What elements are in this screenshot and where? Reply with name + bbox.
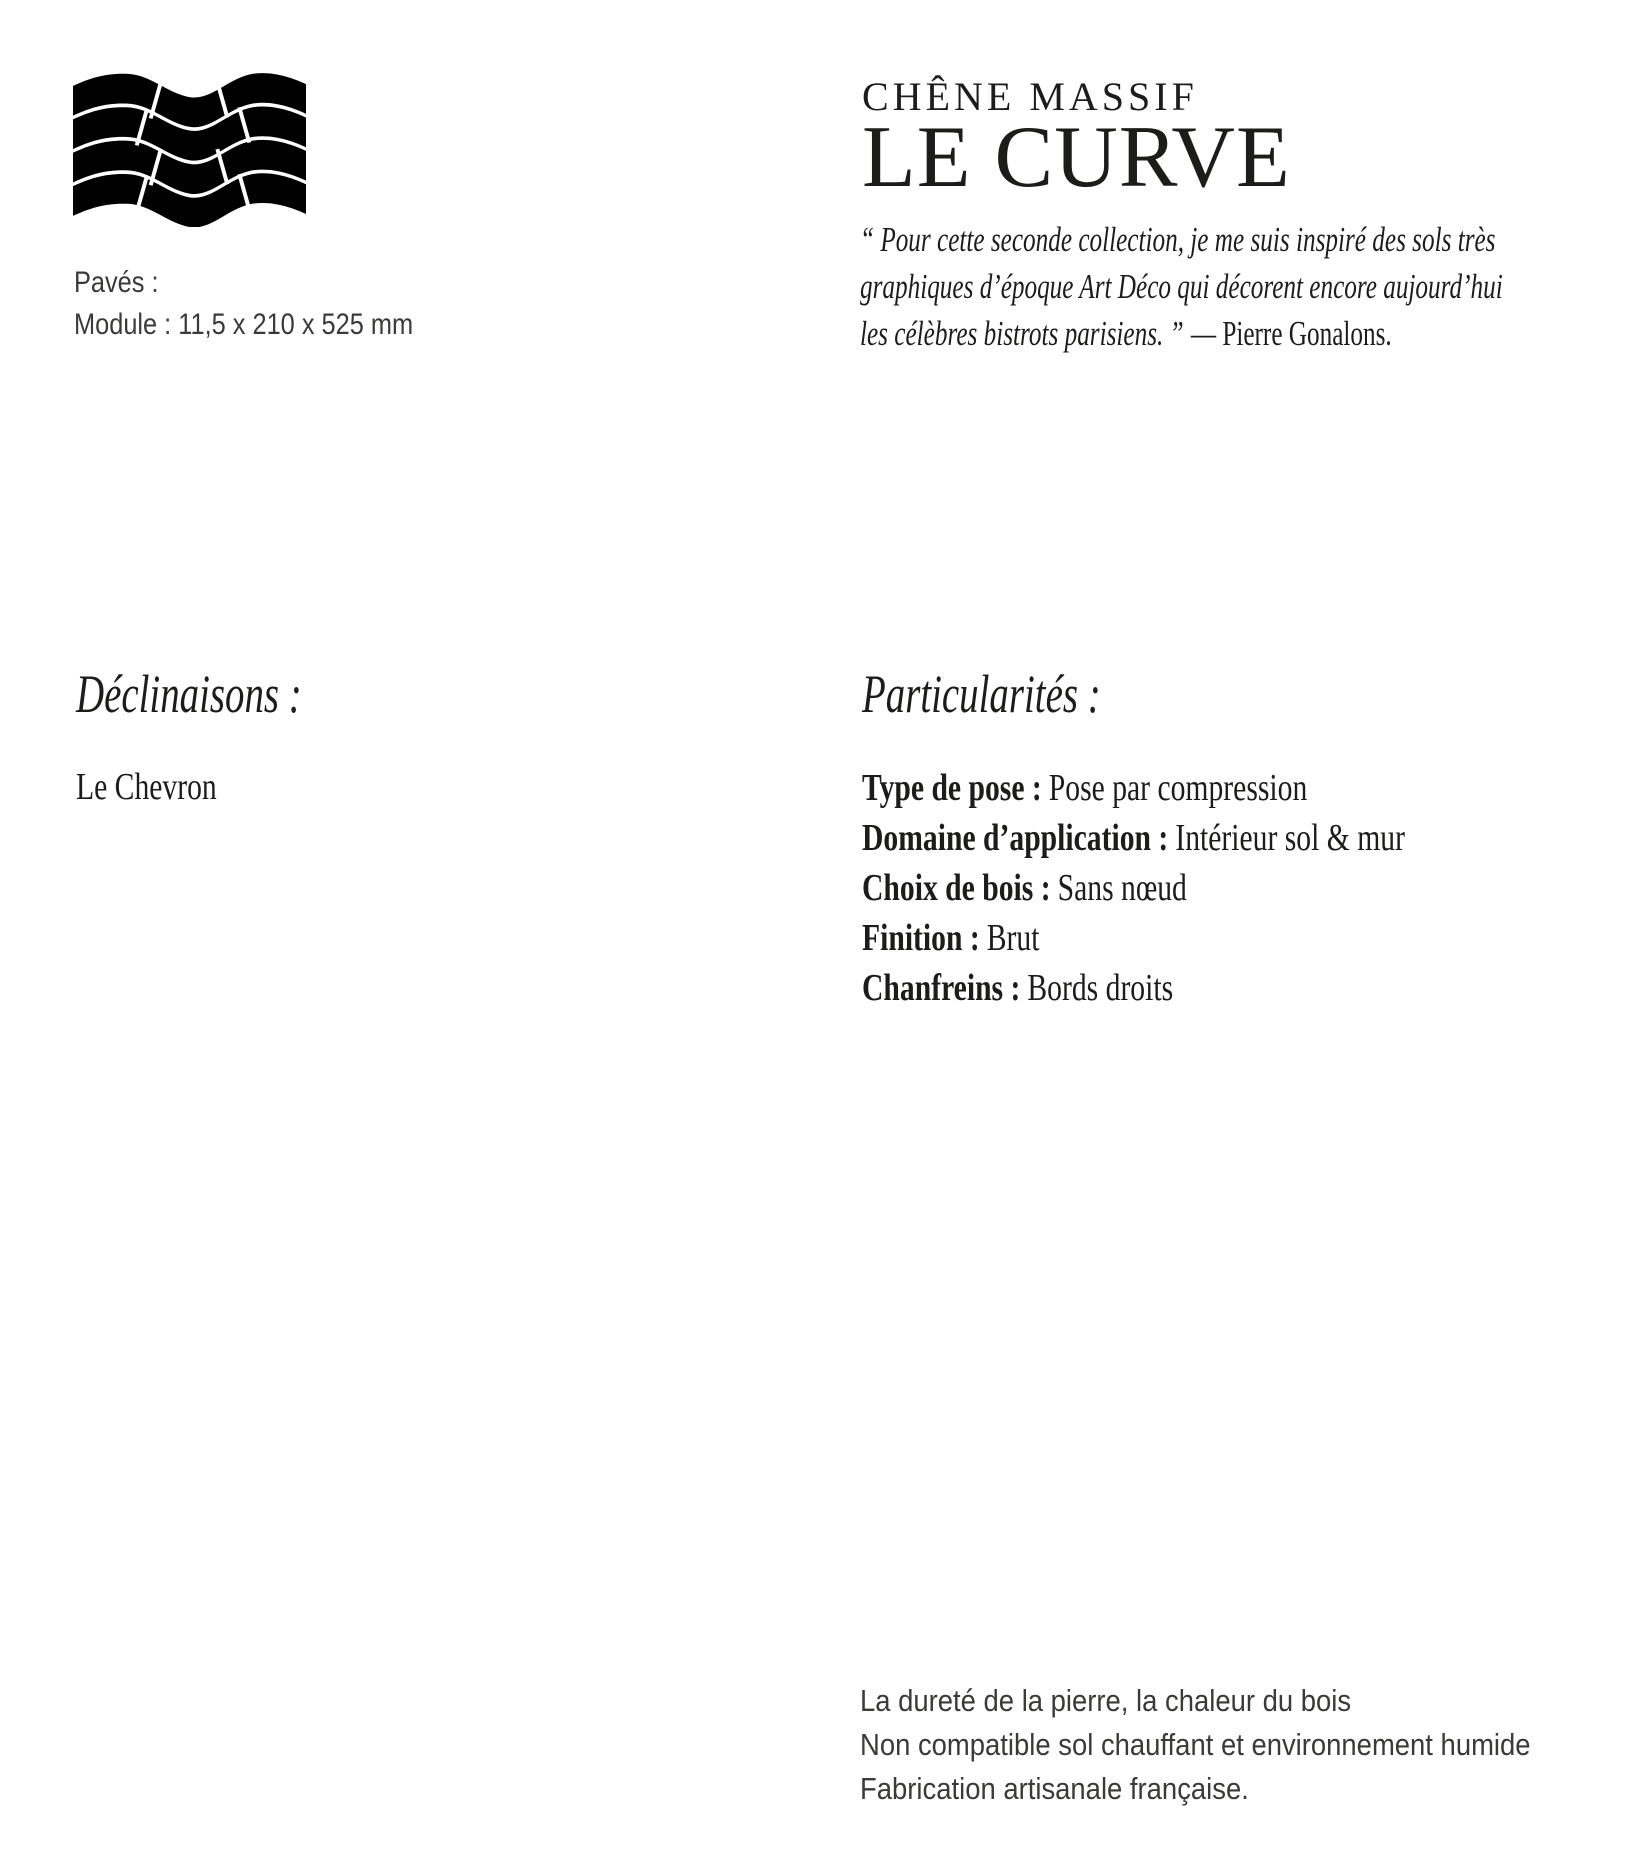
note-line2: Non compatible sol chauffant et environnement humide: [860, 1727, 1531, 1762]
spec-row-chanfreins: [862, 963, 1405, 1013]
collection-label: CHÊNE MASSIF: [862, 74, 1198, 119]
product-notes: [860, 1679, 1531, 1811]
spec-row-finition: [862, 913, 1405, 963]
spec-value: Bords droits: [1027, 967, 1174, 1009]
wavy-paves-pattern-icon: [73, 73, 306, 227]
spec-value: Brut: [986, 917, 1040, 959]
spec-label: Finition :: [862, 917, 980, 959]
note-line1: La dureté de la pierre, la chaleur du bois: [860, 1683, 1352, 1718]
quote-line3-text: les célèbres bistrots parisiens. ”: [860, 314, 1184, 353]
designer-quote: [860, 216, 1587, 357]
spec-row-type-de-pose: [862, 763, 1405, 813]
spec-label: Type de pose :: [862, 767, 1042, 809]
quote-line2: graphiques d’époque Art Déco qui décorent encore aujourd’hui: [860, 267, 1503, 306]
note-line3: Fabrication artisanale française.: [860, 1771, 1249, 1806]
spec-row-domaine-application: [862, 813, 1405, 863]
spec-label: Chanfreins :: [862, 967, 1021, 1009]
product-title: LE CURVE: [862, 109, 1291, 206]
quote-line1: “ Pour cette seconde collection, je me suis inspiré des sols très: [860, 220, 1496, 259]
spec-value: Pose par compression: [1048, 767, 1308, 809]
declinaisons-heading: Déclinaisons :: [76, 664, 302, 724]
declinaisons-item: Le Chevron: [76, 766, 217, 808]
particularites-heading: Particularités :: [862, 664, 1101, 724]
paves-caption: [74, 262, 413, 346]
spec-label: Choix de bois :: [862, 867, 1051, 909]
particularites-list: [862, 763, 1405, 1013]
spec-label: Domaine d’application :: [862, 817, 1169, 859]
paves-caption-line1: Pavés :: [74, 266, 159, 299]
spec-row-choix-de-bois: [862, 863, 1405, 913]
paves-module-dimensions: Module : 11,5 x 210 x 525 mm: [74, 308, 414, 341]
spec-value: Intérieur sol & mur: [1175, 817, 1405, 859]
quote-attribution: — Pierre Gonalons.: [1190, 314, 1392, 353]
quote-line3: [860, 310, 1587, 357]
spec-value: Sans nœud: [1057, 867, 1187, 909]
